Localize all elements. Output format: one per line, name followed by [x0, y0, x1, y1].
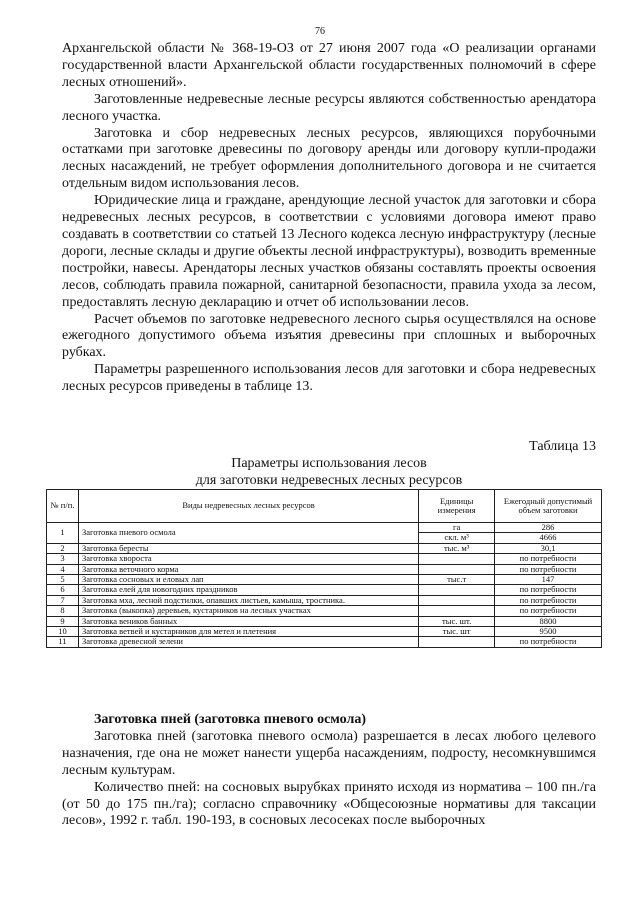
cell-type: Заготовка пневого осмола — [78, 523, 418, 544]
cell-num: 4 — [47, 564, 79, 574]
intro-paragraph: Расчет объемов по заготовке недревесного лесного сырья осуществлялся на основе ежегодного допустимого объема изъятия древесины при сплошных и выборочных рубках. — [62, 311, 596, 361]
cell-type: Заготовка елей для новогодних праздников — [78, 585, 418, 595]
cell-unit: тыс.т — [419, 575, 495, 585]
table-row — [47, 523, 602, 533]
cell-value: 8800 — [495, 616, 602, 626]
cell-unit — [419, 637, 495, 647]
cell-unit — [419, 564, 495, 574]
cell-unit: тыс. шт — [419, 627, 495, 637]
cell-value: по потребности — [495, 637, 602, 647]
header-type: Виды недревесных лесных ресурсов — [78, 490, 418, 523]
cell-unit — [419, 585, 495, 595]
page-number: 76 — [315, 26, 325, 37]
intro-paragraph: Архангельской области № 368-19-ОЗ от 27 июня 2007 года «О реализации органами государственной власти Архангельской области государственных полномочий в сфере лесных отношений». — [62, 41, 596, 90]
cell-value: 147 — [495, 575, 602, 585]
cell-unit: га — [419, 523, 495, 533]
table-row — [47, 595, 602, 605]
cell-value: 30,1 — [495, 543, 602, 553]
table-row — [47, 627, 602, 637]
section-paragraph: Количество пней: на сосновых вырубках принято исходя из норматива – 100 пн./га (от 50 до 175 пн./га); согласно справочнику «Общесоюзные нормативы для таксации лесов», 1992 г. табл. 190-193, в сосновых лесосеках после выборочных — [62, 779, 596, 829]
header-unit: Единицы измерения — [419, 490, 495, 523]
resources-table — [46, 489, 602, 648]
cell-unit — [419, 606, 495, 616]
cell-type: Заготовка хвороста — [78, 554, 418, 564]
intro-paragraph: Заготовка и сбор недревесных лесных ресурсов, являющихся порубочными остатками при заготовке древесины по договору аренды или договору купли-продажи лесных насаждений, не требует оформления дополнительного договора и не считается отдельным видом использования лесов. — [62, 125, 596, 192]
table-row — [47, 637, 602, 647]
cell-value: 4666 — [495, 533, 602, 543]
cell-unit: скл. м³ — [419, 533, 495, 543]
table-row — [47, 575, 602, 585]
cell-value: по потребности — [495, 554, 602, 564]
intro-paragraph: Заготовленные недревесные лесные ресурсы являются собственностью арендатора лесного участка. — [62, 91, 596, 124]
table-row — [47, 554, 602, 564]
table-row — [47, 585, 602, 595]
table-row — [47, 564, 602, 574]
section-heading: Заготовка пней (заготовка пневого осмола) — [94, 712, 366, 727]
table-title: Параметры использования лесов — [231, 456, 427, 471]
cell-num: 7 — [47, 595, 79, 605]
cell-num: 6 — [47, 585, 79, 595]
cell-type: Заготовка ветвей и кустарников для метел и плетения — [78, 627, 418, 637]
cell-num: 2 — [47, 543, 79, 553]
cell-unit — [419, 554, 495, 564]
cell-num: 11 — [47, 637, 79, 647]
cell-unit — [419, 595, 495, 605]
cell-type: Заготовка бересты — [78, 543, 418, 553]
header-volume: Ежегодный допустимый объем заготовки — [495, 490, 602, 523]
header-num: № п/п. — [47, 490, 79, 523]
cell-type: Заготовка веточного корма — [78, 564, 418, 574]
intro-paragraph: Параметры разрешенного использования лесов для заготовки и сбора недревесных лесных ресурсов приведены в таблице 13. — [62, 362, 596, 395]
cell-value: по потребности — [495, 595, 602, 605]
intro-text — [62, 41, 596, 396]
cell-type: Заготовка древесной зелени — [78, 637, 418, 647]
cell-value: по потребности — [495, 606, 602, 616]
table-label: Таблица 13 — [529, 439, 596, 454]
cell-unit: тыс. шт. — [419, 616, 495, 626]
cell-num: 5 — [47, 575, 79, 585]
cell-value: 286 — [495, 523, 602, 533]
intro-paragraph: Юридические лица и граждане, арендующие лесной участок для заготовки и сбора недревесных лесных ресурсов, в соответствии с условиями договора имеют право создавать в соответствии со статьей 13 Лесного кодекса лесную инфраструктуру (лесные дороги, лесные склады и другие объекты лесной инфраструктуры), возводить временные постройки, навесы. Арендаторы лесных участков обязаны составлять проекты освоения лесов, соблюдать правила пожарной, санитарной безопасности, правила ухода за лесом, предоставлять лесную декларацию и отчет об использовании лесов. — [62, 193, 596, 310]
table-row — [47, 543, 602, 553]
section-text — [62, 712, 596, 830]
cell-num: 8 — [47, 606, 79, 616]
cell-num: 9 — [47, 616, 79, 626]
cell-type: Заготовка веников банных — [78, 616, 418, 626]
table-caption — [62, 438, 596, 489]
cell-unit: тыс. м³ — [419, 543, 495, 553]
cell-type: Заготовка мха, лесной подстилки, опавших листьев, камыша, тростника. — [78, 595, 418, 605]
cell-value: по потребности — [495, 564, 602, 574]
cell-num: 10 — [47, 627, 79, 637]
cell-value: по потребности — [495, 585, 602, 595]
cell-value: 9500 — [495, 627, 602, 637]
cell-num: 1 — [47, 523, 79, 544]
cell-num: 3 — [47, 554, 79, 564]
section-paragraph: Заготовка пней (заготовка пневого осмола) разрешается в лесах любого целевого назначения, где она не может нанести ущерба насаждениям, подросту, несомкнувшимся лесным культурам. — [62, 728, 596, 778]
cell-type: Заготовка (выкопка) деревьев, кустарников на лесных участках — [78, 606, 418, 616]
table-header-row — [47, 490, 602, 523]
cell-type: Заготовка сосновых и еловых лап — [78, 575, 418, 585]
table-title: для заготовки недревесных лесных ресурсов — [195, 473, 463, 488]
table-row — [47, 616, 602, 626]
table-row — [47, 606, 602, 616]
